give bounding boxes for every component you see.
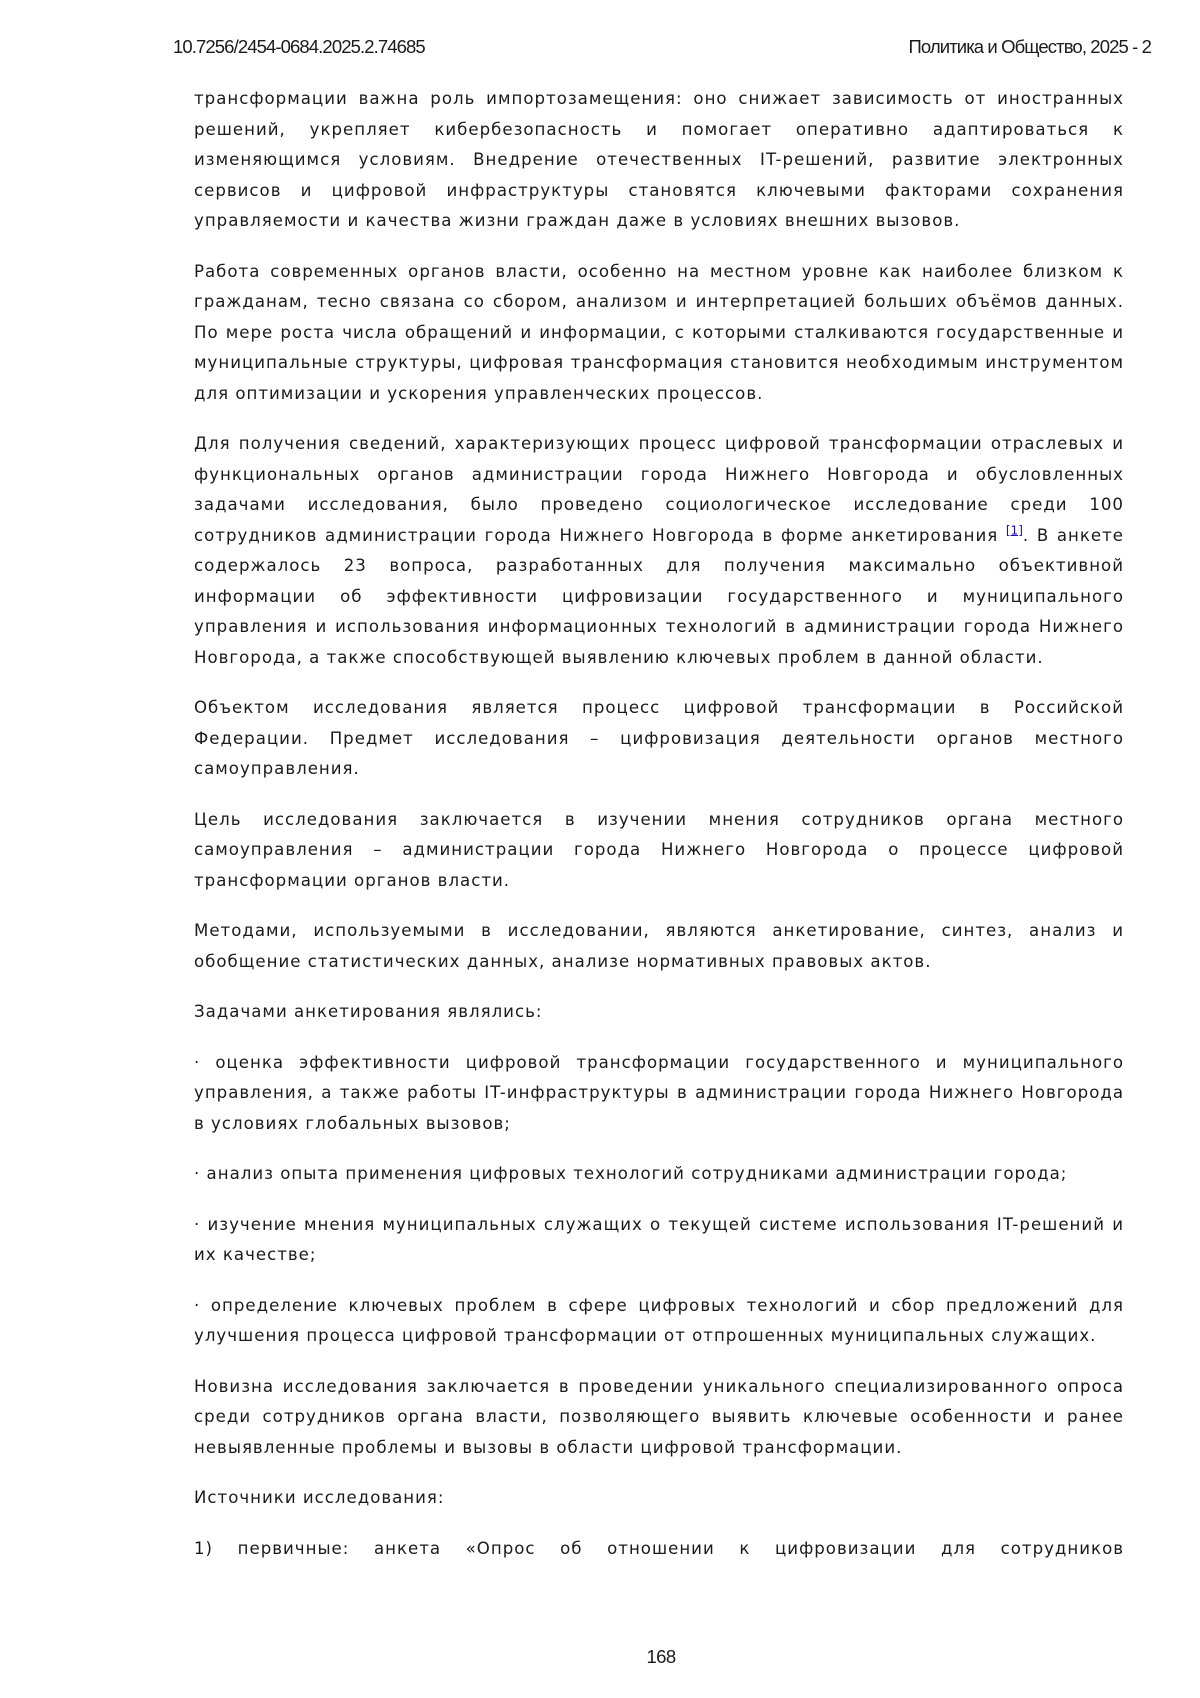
page-number: 168 xyxy=(646,1646,676,1667)
header-journal: Политика и Общество, 2025 - 2 xyxy=(908,36,1151,57)
survey-text-after: . В анкете содержалось 23 вопроса, разработанных для получения максимально объективной информации об эффективности цифровизации государственного и муниципального управления и использования информационных технологий в администрации города Нижнего Новгорода, а также способствующей выявлению ключевых проблем в данной области. xyxy=(194,525,1124,667)
paragraph-import-substitution: трансформации важна роль импортозамещения: оно снижает зависимость от иностранных решений, укрепляет кибербезопасность и помогает оперативно адаптироваться к изменяющимся условиям. Внедрение отечественных IT-решений, развитие электронных сервисов и цифровой инфраструктуры становятся ключевыми факторами сохранения управляемости и качества жизни граждан даже в условиях внешних вызовов. xyxy=(194,89,1124,230)
survey-text-before: Для получения сведений, характеризующих процесс цифровой трансформации отраслевых и функциональных органов администрации города Нижнего Новгорода и обусловленных задачами исследования, было проведено социологическое исследование среди 100 сотрудников администрации города Нижнего Новгорода в форме анкетирования xyxy=(194,434,1124,545)
paragraph-object-subject: Объектом исследования является процесс цифровой трансформации в Российской Федерации. Предмет исследования – цифровизация деятельности органов местного самоуправления. xyxy=(194,698,1124,778)
paragraph-research-goal: Цель исследования заключается в изучении мнения сотрудников органа местного самоуправления – администрации города Нижнего Новгорода о процессе цифровой трансформации органов власти. xyxy=(194,809,1124,890)
paragraph-survey-description xyxy=(194,429,1124,673)
task-item-problems: · определение ключевых проблем в сфере цифровых технологий и сбор предложений для улучшения процесса цифровой трансформации от отпрошенных муниципальных служащих. xyxy=(194,1295,1124,1345)
paragraph-tasks-heading: Задачами анкетирования являлись: xyxy=(194,1002,543,1021)
task-item-opinion: · изучение мнения муниципальных служащих о текущей системе использования IT-решений и их качестве; xyxy=(194,1214,1124,1264)
paragraph-novelty: Новизна исследования заключается в проведении уникального специализированного опроса среди сотрудников органа власти, позволяющего выявить ключевые особенности и ранее невыявленные проблемы и вызовы в области цифровой трансформации. xyxy=(194,1376,1124,1457)
footnote-link[interactable]: [1] xyxy=(1005,522,1023,537)
header-doi: 10.7256/2454-0684.2025.2.74685 xyxy=(173,36,425,57)
paragraph-sources-heading: Источники исследования: xyxy=(194,1488,445,1507)
footnote-ref xyxy=(1006,523,1023,537)
paragraph-methods: Методами, используемыми в исследовании, являются анкетирование, синтез, анализ и обобщение статистических данных, анализе нормативных правовых актов. xyxy=(194,921,1124,971)
source-item-primary: 1) первичные: анкета «Опрос об отношении к цифровизации для сотрудников xyxy=(194,1538,1124,1558)
task-item-experience: · анализ опыта применения цифровых технологий сотрудниками администрации города; xyxy=(194,1164,1068,1183)
paragraph-local-government-data: Работа современных органов власти, особенно на местном уровне как наиболее близком к гражданам, тесно связана со сбором, анализом и интерпретацией больших объёмов данных. По мере роста числа обращений и информации, с которыми сталкиваются государственные и муниципальные структуры, цифровая трансформация становится необходимым инструментом для оптимизации и ускорения управленческих процессов. xyxy=(194,261,1124,403)
task-item-efficiency: · оценка эффективности цифровой трансформации государственного и муниципального управления, а также работы IT-инфраструктуры в администрации города Нижнего Новгорода в условиях глобальных вызовов; xyxy=(194,1052,1124,1133)
article-body xyxy=(194,84,1124,1584)
